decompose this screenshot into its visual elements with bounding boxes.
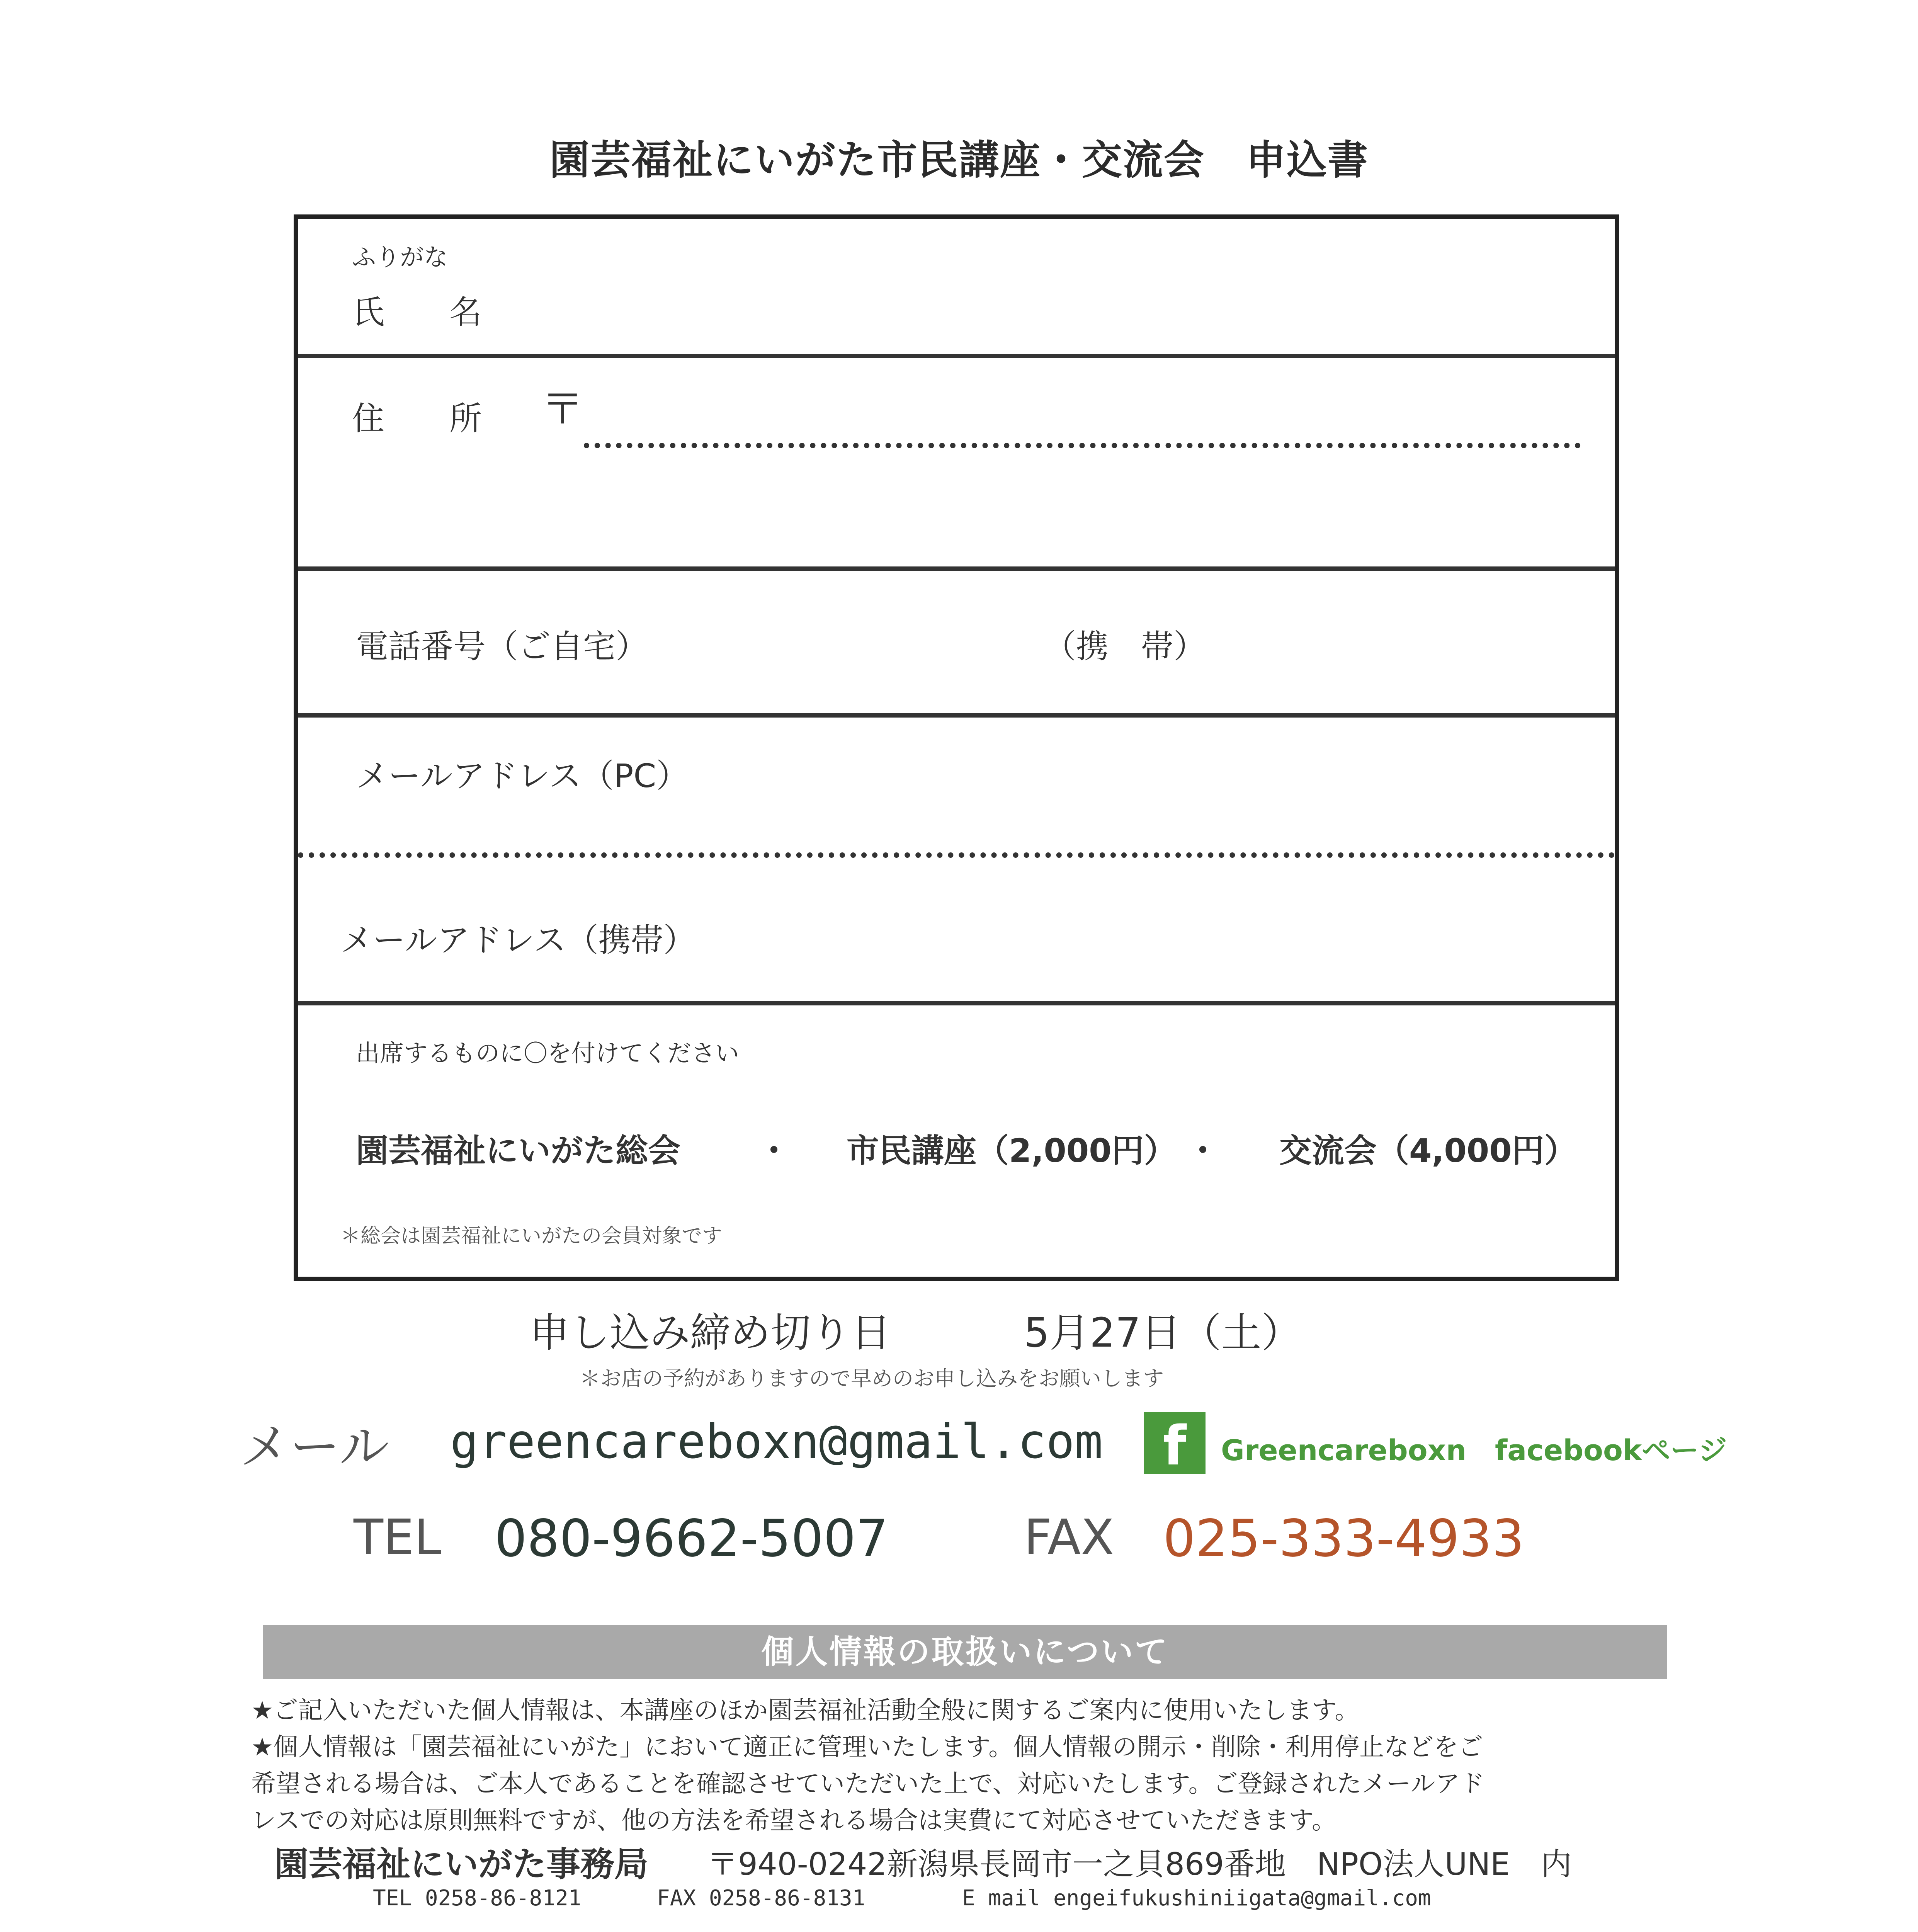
mail-label: メール bbox=[240, 1417, 389, 1476]
office-tel: TEL 0258-86-8121 bbox=[373, 1886, 582, 1911]
page-title: 園芸福祉にいがた市民講座・交流会 申込書 bbox=[549, 136, 1369, 184]
option-civic-lecture: 市民講座（2,000円） bbox=[847, 1132, 1177, 1170]
option-general-meeting: 園芸福祉にいがた総会 bbox=[356, 1132, 681, 1170]
office-address: 〒940-0242新潟県長岡市一之貝869番地 NPO法人UNE 内 bbox=[707, 1846, 1572, 1882]
phone-mobile-label: （携 帯） bbox=[1044, 628, 1206, 665]
privacy-line: 希望される場合は、ご本人であることを確認させていただいた上で、対応いたします。ご登録されたメールアド bbox=[251, 1770, 1485, 1798]
email-pc-label: メールアドレス（PC） bbox=[356, 757, 689, 795]
divider bbox=[298, 566, 1615, 571]
attend-instruction: 出席するものに〇を付けてください bbox=[356, 1039, 740, 1067]
address-dotted-line bbox=[584, 443, 1581, 448]
privacy-heading-bar bbox=[263, 1625, 1667, 1679]
privacy-line: レスでの対応は原則無料ですが、他の方法を希望される場合は実費にて対応させていただきます。 bbox=[251, 1806, 1336, 1835]
furigana-label: ふりがな bbox=[352, 243, 448, 271]
form-note: ＊総会は園芸福祉にいがたの会員対象です bbox=[340, 1225, 723, 1248]
name-label: 氏 名 bbox=[352, 293, 482, 331]
fax-label: FAX bbox=[1024, 1509, 1114, 1566]
facebook-link[interactable]: Greencareboxn facebookページ bbox=[1221, 1434, 1727, 1467]
divider bbox=[298, 713, 1615, 718]
privacy-heading: 個人情報の取扱いについて bbox=[761, 1633, 1169, 1671]
option-social-gathering: 交流会（4,000円） bbox=[1279, 1132, 1577, 1170]
phone-home-label: 電話番号（ご自宅） bbox=[356, 628, 648, 665]
divider bbox=[298, 354, 1615, 358]
deadline-label: 申し込み締め切り日 bbox=[529, 1309, 891, 1356]
application-form bbox=[294, 214, 1619, 1281]
tel-number: 080-9662-5007 bbox=[495, 1509, 889, 1568]
tel-label: TEL bbox=[354, 1509, 441, 1566]
fax-number: 025-333-4933 bbox=[1163, 1509, 1525, 1568]
mail-address: greencareboxn@gmail.com bbox=[450, 1414, 1103, 1469]
privacy-line: ★ご記入いただいた個人情報は、本講座のほか園芸福祉活動全般に関するご案内に使用いたします。 bbox=[251, 1696, 1360, 1725]
privacy-line: ★個人情報は「園芸福祉にいがた」において適正に管理いたします。個人情報の開示・削除・利用停止などをご bbox=[251, 1733, 1483, 1762]
office-email: E mail engeifukushiniigata@gmail.com bbox=[962, 1886, 1431, 1911]
deadline-note: ＊お店の予約がありますので早めのお申し込みをお願いします bbox=[580, 1366, 1164, 1391]
facebook-icon: f bbox=[1144, 1412, 1206, 1474]
email-mobile-label: メールアドレス（携帯） bbox=[340, 921, 696, 959]
postal-mark: 〒 bbox=[541, 384, 584, 434]
office-fax: FAX 0258-86-8131 bbox=[657, 1886, 865, 1911]
deadline-date: 5月27日（土） bbox=[1024, 1309, 1302, 1356]
email-dotted-line bbox=[298, 852, 1615, 858]
office-name: 園芸福祉にいがた事務局 bbox=[274, 1844, 649, 1884]
divider bbox=[298, 1001, 1615, 1005]
option-separator: ・ bbox=[1187, 1132, 1219, 1170]
option-separator: ・ bbox=[758, 1132, 791, 1170]
address-label: 住 所 bbox=[352, 400, 482, 437]
